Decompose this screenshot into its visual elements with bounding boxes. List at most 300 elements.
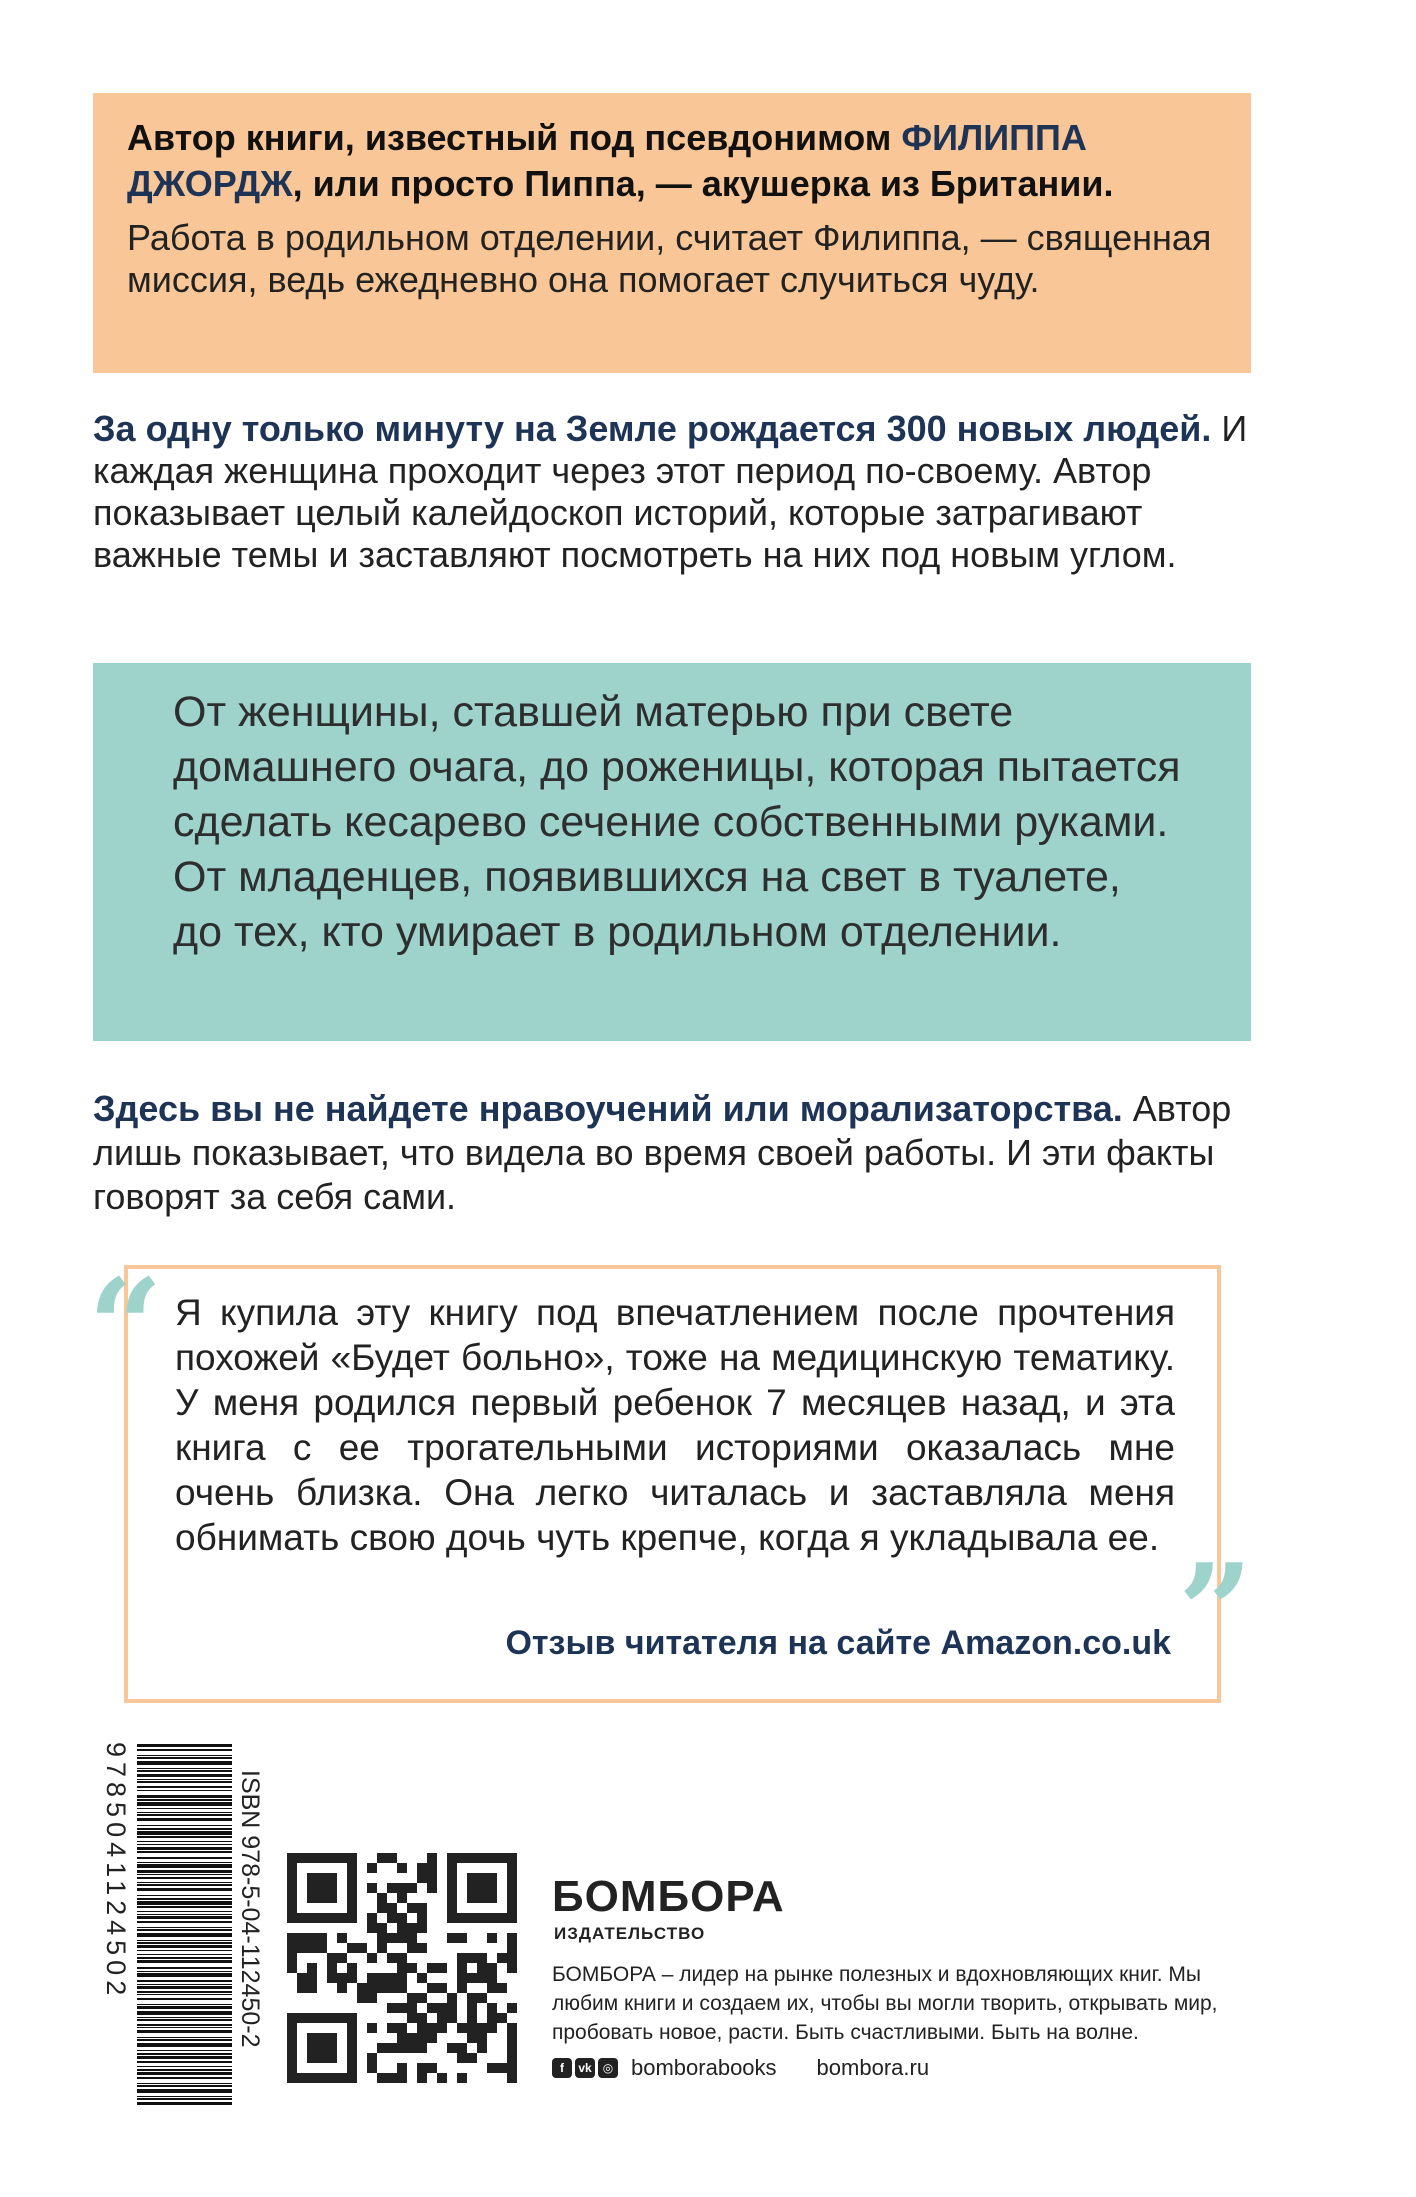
qr-module [347,1873,357,1883]
qr-module [337,2073,347,2083]
qr-module [397,1883,407,1893]
stories-box [93,663,1251,1041]
qr-module [307,1873,317,1883]
barcode-bar [137,1812,232,1813]
qr-module [287,2013,297,2023]
barcode-bar [137,1844,232,1845]
review-text: Я купила эту книгу под впечатлением после прочтения похожей «Будет больно», тоже на медицинскую тематику. У меня родился первый ребенок 7 месяцев назад, и эта книга с ее трогательными историями оказалась мне очень близка. Она легко читалась и заставляла меня обнимать свою дочь чуть крепче, когда я укладывала ее. [175,1292,1175,1558]
barcode-bar [137,2096,232,2097]
qr-module [287,2073,297,2083]
qr-module [387,1953,397,1963]
qr-module [507,2043,517,2053]
qr-module [417,1873,427,1883]
barcode-bar [137,1768,232,1769]
barcode-bar [137,1967,232,1969]
qr-module [387,2043,397,2053]
qr-module [287,1863,297,1873]
qr-module [507,1893,517,1903]
qr-module [407,1883,417,1893]
qr-module [447,2003,457,2013]
qr-module [417,2013,427,2023]
author-info-box [93,93,1251,373]
barcode-bar [137,1940,232,1941]
open-quote-icon: “ [88,1250,163,1403]
barcode-bar [137,1841,232,1842]
qr-module [387,1913,397,1923]
barcode-bar [137,2043,232,2047]
qr-module [297,1853,307,1863]
qr-module [467,1853,477,1863]
qr-module [297,1913,307,1923]
qr-module [487,2023,497,2033]
qr-module [377,1893,387,1903]
barcode-bar [137,1847,232,1850]
qr-module [437,2013,447,2023]
barcode-bar [137,2019,232,2021]
qr-module [437,2023,447,2033]
qr-module [317,1933,327,1943]
qr-module [287,1873,297,1883]
qr-module [467,2013,477,2023]
qr-module [417,2043,427,2053]
qr-module [397,2033,407,2043]
qr-module [397,1963,407,1973]
qr-module [447,1933,457,1943]
qr-module [457,1853,467,1863]
qr-module [507,1863,517,1873]
qr-module [397,2063,407,2073]
qr-module [337,1933,347,1943]
barcode-bar [137,1786,232,1788]
qr-module [397,2023,407,2033]
qr-module [307,1913,317,1923]
qr-module [317,2053,327,2063]
qr-module [487,1983,497,1993]
barcode-bar [137,1984,232,1985]
publisher-logo: БОМБОРА [552,1872,785,1921]
qr-module [477,1883,487,1893]
qr-module [347,2013,357,2023]
qr-module [307,1973,317,1983]
barcode-bar [137,1911,232,1912]
barcode-bar [137,1954,232,1955]
qr-module [287,1913,297,1923]
qr-module [307,1943,317,1953]
intro-bold: За одну только минуту на Земле рождается 300 новых людей. [93,408,1212,449]
barcode-bar [137,1895,232,1896]
qr-module [477,1873,487,1883]
close-quote-icon: ” [1178,1535,1253,1688]
qr-module [287,1853,297,1863]
barcode-bar [137,2072,232,2075]
qr-module [477,1853,487,1863]
stories-text: От женщины, ставшей матерью при свете домашнего очага, до роженицы, которая пытается сделать кесарево сечение собственными руками. От младенцев, появившихся на свет в туалете, до тех, кто умирает в родильном отделении. [173,688,1181,956]
qr-module [327,2033,337,2043]
qr-module [397,1893,407,1903]
qr-module [287,1953,297,1963]
qr-module [307,2053,317,2063]
qr-module [367,1863,377,1873]
qr-module [367,1913,377,1923]
qr-module [307,2073,317,2083]
qr-module [447,1853,457,1863]
barcode [95,1738,235,2118]
qr-module [347,1893,357,1903]
qr-module [467,2003,477,2013]
qr-module [457,1973,467,1983]
qr-module [317,1913,327,1923]
qr-module [447,2013,457,2023]
barcode-bar [137,1814,232,1816]
publisher-subtitle: ИЗДАТЕЛЬСТВО [554,1924,706,1943]
qr-module [507,1953,517,1963]
qr-module [347,2043,357,2053]
qr-module [377,1943,387,1953]
qr-module [457,1913,467,1923]
qr-module [507,1873,517,1883]
barcode-bar [137,1825,232,1826]
qr-module [347,2073,357,2083]
barcode-bar [137,2024,232,2026]
qr-module [317,2033,327,2043]
barcode-bar [137,1927,232,1928]
qr-module [387,1903,397,1913]
barcode-bar [137,1888,232,1891]
qr-module [387,1883,397,1893]
qr-module [477,2033,487,2043]
qr-module [397,1953,407,1963]
barcode-bar [137,1901,232,1905]
barcode-bar [137,2069,232,2071]
barcode-bar [137,1914,232,1915]
isbn-text: ISBN 978-5-04-112450-2 [236,1770,264,2048]
qr-module [487,2013,497,2023]
qr-module [507,1963,517,1973]
review-source: Отзыв читателя на сайте Amazon.co.uk [505,1624,1171,1662]
qr-module [427,2063,437,2073]
qr-module [317,1853,327,1863]
qr-module [417,2023,427,2033]
barcode-bar [137,2083,232,2084]
qr-module [367,2053,377,2063]
qr-module [317,1943,327,1953]
qr-module [487,1913,497,1923]
publisher-description: БОМБОРА – лидер на рынке полезных и вдохновляющих книг. Мы любим книги и создаем их, чтобы вы могли творить, открывать мир, пробовать новое, расти. Быть счастливыми. Быть на волне. [552,1963,1218,2044]
qr-module [397,1863,407,1873]
qr-module [347,2053,357,2063]
qr-module [347,2063,357,2073]
qr-module [387,2073,397,2083]
barcode-bar [137,2066,232,2067]
qr-module [407,2003,417,2013]
qr-module [287,2023,297,2033]
barcode-bar [137,1761,232,1765]
intro-text: И каждая женщина проходит через этот период по-своему. Автор показывает целый калейдоскоп историй, которые затрагивают важные темы и заставляют посмотреть на них под новым углом. [93,408,1248,575]
qr-module [307,1853,317,1863]
qr-module [287,1903,297,1913]
qr-module [327,1893,337,1903]
qr-module [477,2023,487,2033]
barcode-bar [137,2017,232,2018]
barcode-bar [137,2098,232,2100]
qr-module [387,1853,397,1863]
barcode-bar [137,1851,232,1853]
barcode-bar [137,1950,232,1951]
qr-module [287,1933,297,1943]
qr-module [507,2073,517,2083]
qr-module [287,1963,297,1973]
barcode-bar [137,1749,232,1751]
barcode-bar [137,1998,232,2000]
author-description: Работа в родильном отделении, считает Филиппа, — священная миссия, ведь ежедневно она помогает случиться чуду. [127,217,1212,300]
qr-module [307,1983,317,1993]
barcode-bar [137,2011,232,2015]
vk-icon: vk [575,2058,595,2078]
qr-module [407,2033,417,2043]
qr-module [447,1873,457,1883]
qr-module [447,1903,457,1913]
qr-module [487,1883,497,1893]
qr-module [417,2033,427,2043]
qr-module [317,2013,327,2023]
qr-module [347,1913,357,1923]
facebook-icon: f [552,2058,572,2078]
qr-module [447,1993,457,2003]
qr-module [467,1873,477,1883]
qr-module [427,1883,437,1893]
qr-module [287,2033,297,2043]
qr-module [407,1993,417,2003]
no-moralizing-paragraph [93,1087,1263,1219]
barcode-bar [137,1877,232,1879]
qr-module [367,1983,377,1993]
qr-module [377,2043,387,2053]
barcode-bar [137,2039,232,2041]
barcode-bar [137,2030,232,2033]
qr-module [477,1973,487,1983]
no-moralizing-bold: Здесь вы не найдете нравоучений или морализаторства. [93,1088,1123,1129]
qr-module [427,1983,437,1993]
qr-module [337,2013,347,2023]
barcode-bar [137,1755,232,1756]
qr-module [337,1913,347,1923]
qr-module [297,1973,307,1983]
qr-module [287,2053,297,2063]
qr-module [347,1903,357,1913]
qr-module [497,2063,507,2073]
qr-module [427,1963,437,1973]
qr-module [397,1983,407,1993]
qr-module [347,1973,357,1983]
qr-module [467,1883,477,1893]
qr-module [317,2043,327,2053]
barcode-bar [137,1994,232,1995]
qr-module [507,2033,517,2043]
qr-module [497,1983,507,1993]
barcode-bar [137,1991,232,1993]
qr-module [507,2063,517,2073]
barcode-bar [137,1757,232,1759]
qr-module [367,1883,377,1893]
qr-module [417,1923,427,1933]
qr-module [327,1973,337,1983]
barcode-bar [137,1774,232,1777]
barcode-bar [137,2006,232,2009]
qr-module [407,1963,417,1973]
barcode-bar [137,1933,232,1937]
barcode-bar [137,1802,232,1806]
qr-module [287,2043,297,2053]
qr-module [367,1993,377,2003]
qr-module [367,1953,377,1963]
qr-module [357,1993,367,2003]
qr-module [487,1933,497,1943]
qr-module [507,1933,517,1943]
qr-module [327,1913,337,1923]
qr-module [507,1853,517,1863]
qr-module [467,2033,477,2043]
qr-module [457,1933,467,1943]
qr-module [457,1963,467,1973]
barcode-bar [137,1971,232,1972]
qr-module [327,2013,337,2023]
qr-module [417,1993,427,2003]
qr-module [437,1963,447,1973]
barcode-bar [137,2004,232,2005]
barcode-bar [137,1870,232,1873]
qr-module [287,1893,297,1903]
barcode-bar [137,1808,232,1809]
qr-module [457,2073,467,2083]
qr-module [507,1943,517,1953]
qr-module [357,1983,367,1993]
qr-module [337,1853,347,1863]
qr-module [427,1873,437,1883]
qr-module [347,2033,357,2043]
barcode-bar [137,2050,232,2051]
qr-module [397,1913,407,1923]
qr-module [317,1893,327,1903]
barcode-bar [137,1857,232,1859]
barcode-bar [137,1906,232,1908]
qr-module [487,2063,497,2073]
author-lead-part2: , или просто Пиппа, — акушерка из Британии. [292,163,1114,204]
qr-module [347,1863,357,1873]
qr-module [507,2053,517,2063]
barcode-bar [137,2102,232,2105]
qr-module [347,1853,357,1863]
isbn-label [236,1768,276,2118]
qr-module [297,1943,307,1953]
barcode-bar [137,1882,232,1883]
qr-module [377,2073,387,2083]
qr-module [297,1933,307,1943]
qr-module [327,1963,337,1973]
qr-module [347,1963,357,1973]
qr-module [487,1973,497,1983]
barcode-bar [137,1945,232,1948]
barcode-bar [137,1898,232,1900]
barcode-bar [137,1790,232,1791]
qr-module [337,1953,347,1963]
qr-module [417,2063,427,2073]
qr-module [427,1853,437,1863]
qr-module [387,2003,397,2013]
qr-module [437,2003,447,2013]
qr-module [317,1883,327,1893]
intro-paragraph [93,408,1253,576]
qr-module [397,2043,407,2053]
qr-module [427,1863,437,1873]
barcode-bar [137,1862,232,1863]
qr-module [407,1903,417,1913]
author-lead [127,115,1217,207]
qr-module [407,2043,417,2053]
qr-module [307,1933,317,1943]
qr-module [397,2073,407,2083]
barcode-bar [137,1960,232,1963]
barcode-bar [137,1781,232,1783]
qr-module [477,2043,487,2053]
qr-module [417,1943,427,1953]
qr-module [457,1953,467,1963]
qr-module [507,1903,517,1913]
qr-module [477,1913,487,1923]
qr-module [407,1943,417,1953]
qr-module [497,1953,507,1963]
qr-module [507,2023,517,2033]
barcode-bars [137,1744,232,2105]
qr-code [287,1853,517,2083]
qr-module [397,2003,407,2013]
no-moralizing-text: Автор лишь показывает, что видела во время своей работы. И эти факты говорят за себя сами. [93,1088,1232,1217]
barcode-bar [137,2077,232,2079]
barcode-bar [137,2053,232,2055]
qr-module [297,2013,307,2023]
qr-module [507,2003,517,2013]
qr-module [407,2013,417,2023]
qr-module [447,1863,457,1873]
barcode-bar [137,1884,232,1886]
qr-module [367,2023,377,2033]
author-lead-part1: Автор книги, известный под псевдонимом [127,117,902,158]
qr-module [327,2073,337,2083]
qr-module [477,1993,487,2003]
barcode-bar [137,1795,232,1798]
qr-module [377,1933,387,1943]
qr-module [307,2043,317,2053]
barcode-bar [137,1916,232,1919]
qr-module [297,1983,307,1993]
qr-module [407,1923,417,1933]
qr-module [477,1953,487,1963]
qr-module [467,1993,477,2003]
qr-module [327,1873,337,1883]
barcode-bar [137,1818,232,1821]
qr-module [447,1883,457,1893]
qr-module [327,1853,337,1863]
qr-module [377,1923,387,1933]
qr-module [497,1913,507,1923]
qr-module [307,2033,317,2043]
qr-module [317,2073,327,2083]
qr-module [467,1953,477,1963]
barcode-digits: 9785041124502 [101,1742,131,2001]
website-link: bombora.ru [816,2055,930,2080]
qr-module [387,1983,397,1993]
qr-module [347,2023,357,2033]
qr-module [397,1933,407,1943]
